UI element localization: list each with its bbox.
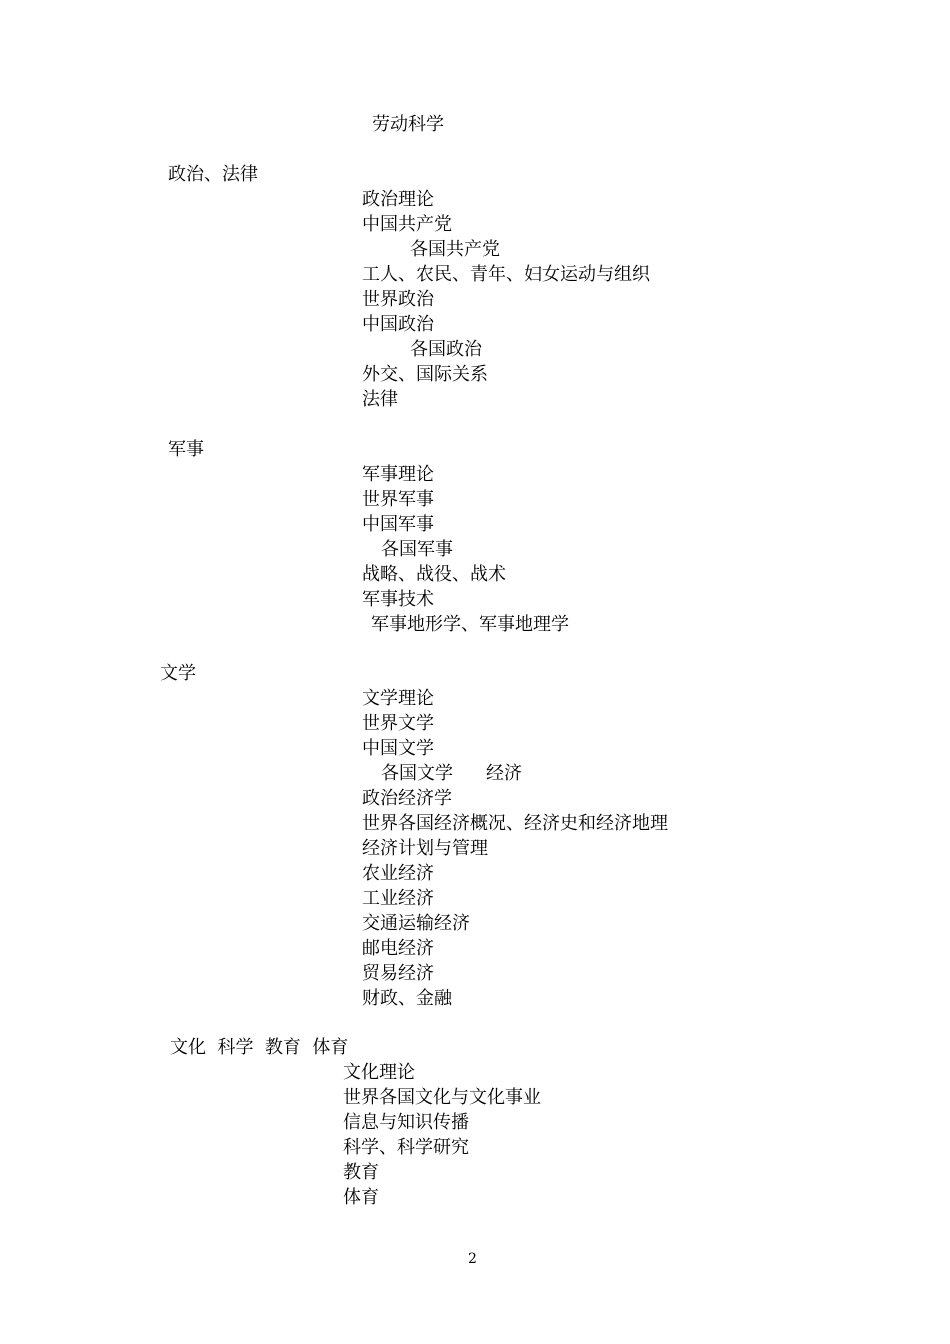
subitem-military-geography: 军事地形学、军事地理学 (371, 614, 569, 635)
section-culture-science-education-sports: 文化 科学 教育 体育 (170, 1037, 349, 1058)
subitem-finance: 财政、金融 (362, 988, 452, 1009)
subitem-world-politics: 世界政治 (362, 289, 434, 310)
subitem-transport-economy: 交通运输经济 (362, 913, 470, 934)
subitem-communist-parties: 各国共产党 (410, 239, 500, 260)
subitem-literary-theory: 文学理论 (362, 688, 434, 709)
subitem-industrial-economy: 工业经济 (362, 888, 434, 909)
subitem-world-culture: 世界各国文化与文化事业 (343, 1087, 541, 1108)
subitem-world-literature: 世界文学 (362, 713, 434, 734)
subitem-china-military: 中国军事 (362, 514, 434, 535)
subitem-sports: 体育 (343, 1187, 379, 1208)
section-economics: 经济 (486, 763, 522, 784)
subitem-education: 教育 (343, 1162, 379, 1183)
subitem-cpc: 中国共产党 (362, 214, 452, 235)
subitem-china-literature: 中国文学 (362, 738, 434, 759)
heading-labor-science: 劳动科学 (372, 114, 444, 135)
page-number: 2 (468, 1251, 477, 1267)
subitem-science-research: 科学、科学研究 (343, 1137, 469, 1158)
subitem-diplomacy: 外交、国际关系 (362, 364, 488, 385)
subitem-agricultural-economy: 农业经济 (362, 863, 434, 884)
subitem-military-tech: 军事技术 (362, 589, 434, 610)
subitem-law: 法律 (362, 389, 398, 410)
subitem-cultural-theory: 文化理论 (343, 1062, 415, 1083)
subitem-strategy: 战略、战役、战术 (362, 564, 506, 585)
subitem-trade-economy: 贸易经济 (362, 963, 434, 984)
subitem-workers-movements: 工人、农民、青年、妇女运动与组织 (362, 264, 650, 285)
subitem-economic-planning: 经济计划与管理 (362, 838, 488, 859)
subitem-post-telecom-economy: 邮电经济 (362, 938, 434, 959)
subitem-military-theory: 军事理论 (362, 464, 434, 485)
subitem-world-military: 世界军事 (362, 489, 434, 510)
subitem-china-politics: 中国政治 (362, 314, 434, 335)
subitem-world-economies: 世界各国经济概况、经济史和经济地理 (362, 813, 668, 834)
subitem-political-theory: 政治理论 (362, 189, 434, 210)
subitem-information-communication: 信息与知识传播 (343, 1112, 469, 1133)
section-military: 军事 (168, 439, 204, 460)
section-politics-law: 政治、法律 (168, 164, 258, 185)
subitem-country-military: 各国军事 (381, 539, 453, 560)
subitem-political-economy: 政治经济学 (362, 788, 452, 809)
subitem-country-literature: 各国文学 (381, 763, 453, 784)
subitem-country-politics: 各国政治 (410, 339, 482, 360)
section-literature: 文学 (160, 663, 196, 684)
